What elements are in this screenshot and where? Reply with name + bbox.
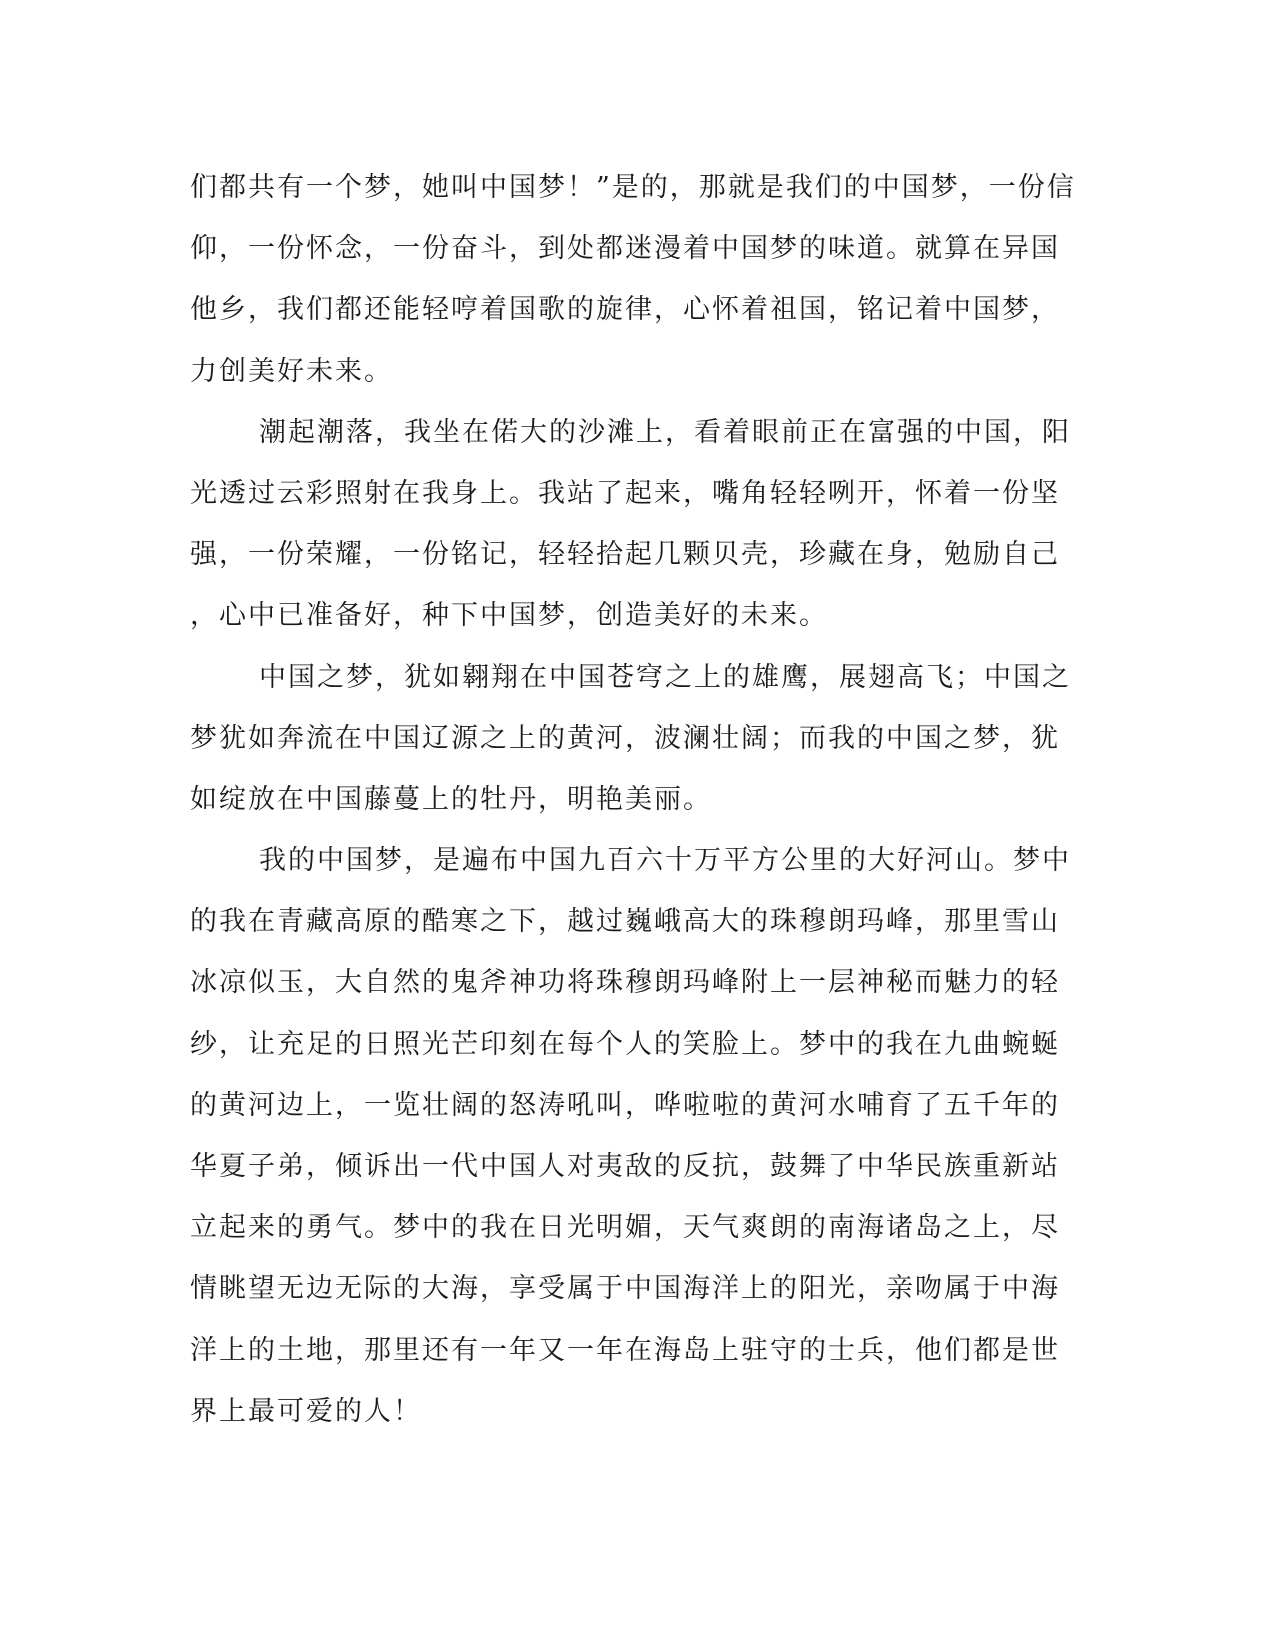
text-line: ，心中已准备好，种下中国梦，创造美好的未来。: [190, 600, 828, 632]
paragraph-first-line: 我的中国梦，是遍布中国九百六十万平方公里的大好河山。梦中: [259, 845, 1071, 877]
text-line: 如绽放在中国藤蔓上的牡丹，明艳美丽。: [190, 783, 712, 815]
text-line: 洋上的土地，那里还有一年又一年在海岛上驻守的士兵，他们都是世: [190, 1334, 1060, 1366]
text-line: 华夏子弟，倾诉出一代中国人对夷敌的反抗，鼓舞了中华民族重新站: [190, 1151, 1060, 1182]
text-line: 的我在青藏高原的酷寒之下，越过巍峨高大的珠穆朗玛峰，那里雪山: [190, 906, 1060, 938]
text-line: 梦犹如奔流在中国辽源之上的黄河，波澜壮阔；而我的中国之梦，犹: [190, 722, 1060, 754]
text-line: 力创美好未来。: [190, 355, 393, 387]
body-text: [190, 157, 1090, 1442]
text-line: 情眺望无边无际的大海，享受属于中国海洋上的阳光，亲吻属于中海: [190, 1273, 1060, 1305]
paragraph-first-line: 中国之梦，犹如翱翔在中国苍穹之上的雄鹰，展翅高飞；中国之: [259, 661, 1071, 693]
text-line: 的黄河边上，一览壮阔的怒涛吼叫，哗啦啦的黄河水哺育了五千年的: [190, 1089, 1060, 1121]
text-line: 强，一份荣耀，一份铭记，轻轻拾起几颗贝壳，珍藏在身，勉励自己: [190, 539, 1060, 571]
paragraph-first-line: 潮起潮落，我坐在偌大的沙滩上，看着眼前正在富强的中国，阳: [259, 416, 1071, 448]
text-line: 他乡，我们都还能轻哼着国歌的旋律，心怀着祖国，铭记着中国梦，: [190, 294, 1060, 326]
text-line: 立起来的勇气。梦中的我在日光明媚，天气爽朗的南海诸岛之上，尽: [190, 1212, 1060, 1244]
text-line: 仰，一份怀念，一份奋斗，到处都迷漫着中国梦的味道。就算在异国: [190, 233, 1060, 265]
text-line: 界上最可爱的人！: [190, 1395, 422, 1427]
text-line: 们都共有一个梦，她叫中国梦！”是的，那就是我们的中国梦，一份信: [190, 172, 1076, 203]
text-line: 冰凉似玉，大自然的鬼斧神功将珠穆朗玛峰附上一层神秘而魅力的轻: [190, 967, 1060, 999]
text-line: 纱，让充足的日照光芒印刻在每个人的笑脸上。梦中的我在九曲蜿蜒: [190, 1028, 1060, 1060]
text-line: 光透过云彩照射在我身上。我站了起来，嘴角轻轻咧开，怀着一份坚: [190, 477, 1060, 509]
